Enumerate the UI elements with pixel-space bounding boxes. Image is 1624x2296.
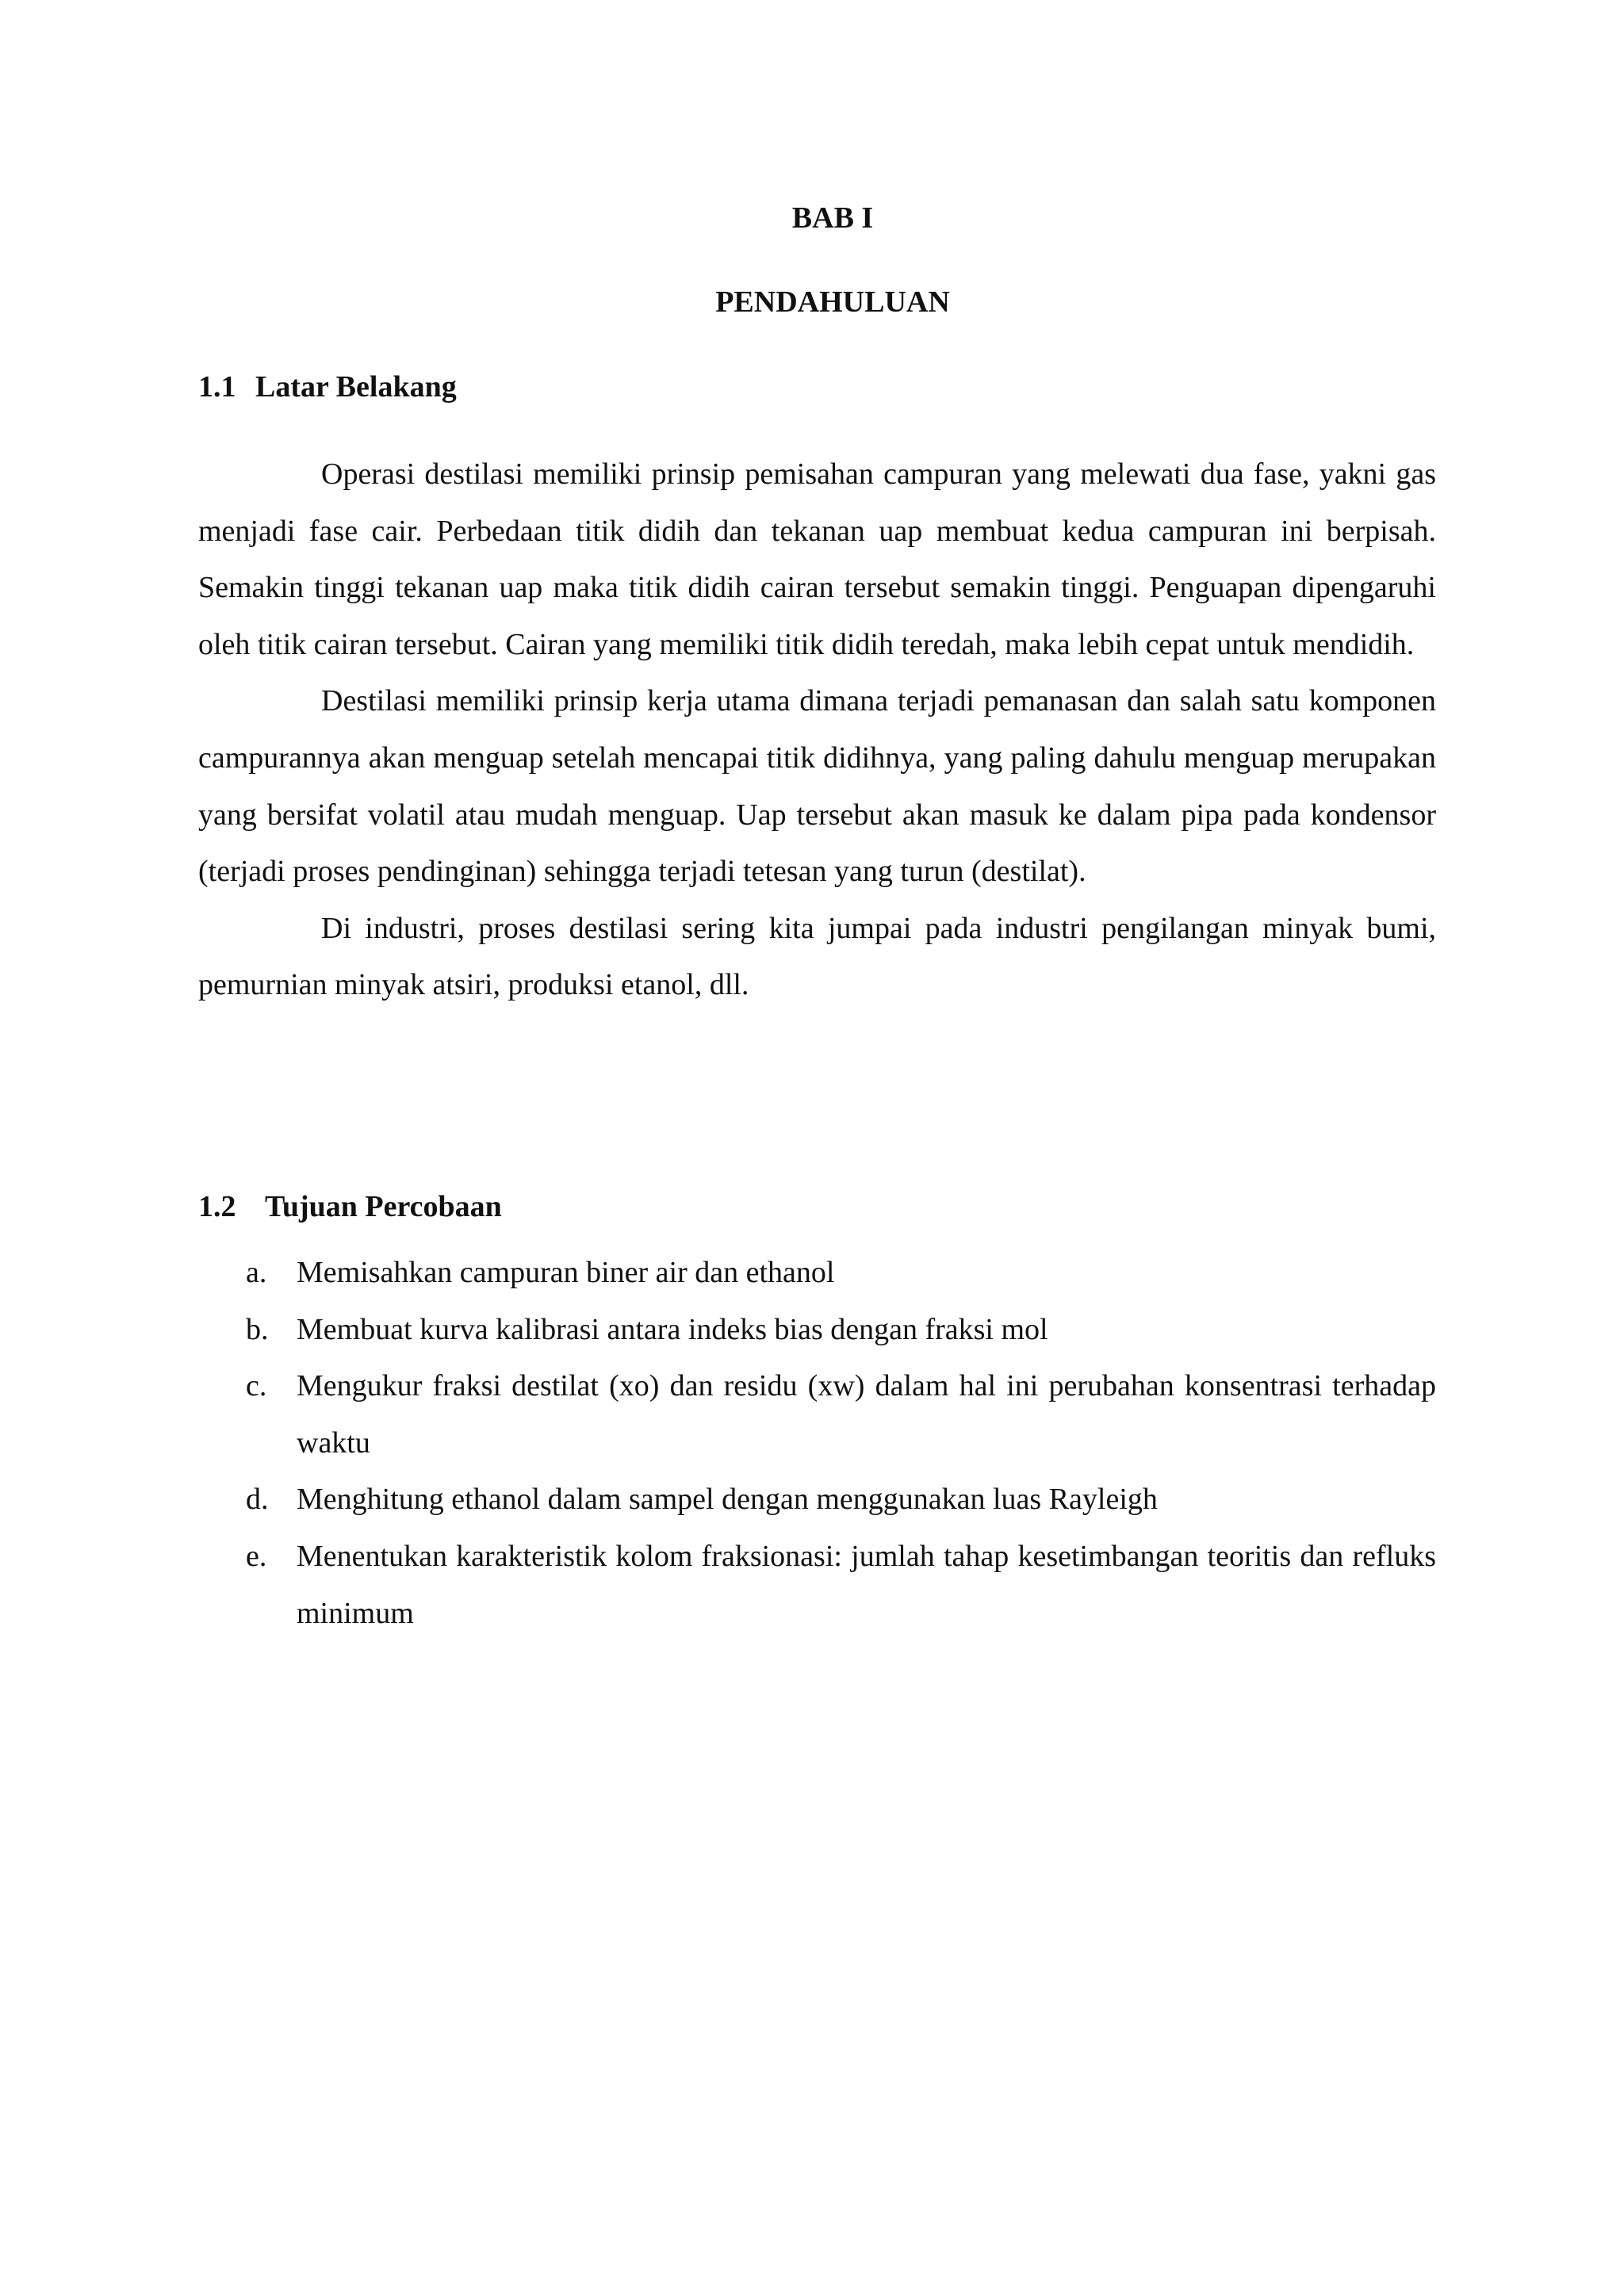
section-number: 1.1 (198, 370, 236, 404)
section-title: Latar Belakang (255, 370, 457, 404)
list-item (246, 1302, 1436, 1359)
section-body-latar-belakang (198, 446, 1436, 1014)
list-marker: c. (246, 1369, 267, 1403)
list-marker: a. (246, 1256, 267, 1289)
list-item (246, 1245, 1436, 1302)
list-item-text: Menghitung ethanol dalam sampel dengan menggunakan luas Rayleigh (297, 1483, 1158, 1517)
section-heading-tujuan-percobaan (198, 1187, 502, 1226)
paragraph: Di industri, proses destilasi sering kita jumpai pada industri pengilangan minyak bumi, pemurnian minyak atsiri, produksi etanol, dll. (198, 911, 1436, 1002)
list-item-text: Menentukan karakteristik kolom fraksionasi: jumlah tahap kesetimbangan teoritis dan refluks minimum (297, 1539, 1436, 1630)
section-title: Tujuan Percobaan (265, 1190, 502, 1223)
paragraph: Destilasi memiliki prinsip kerja utama dimana terjadi pemanasan dan salah satu komponen campurannya akan menguap setelah mencapai titik didihnya, yang paling dahulu menguap merupakan yang bersifat volatil atau mudah menguap. Uap tersebut akan masuk ke dalam pipa pada kondensor (terjadi proses pendinginan) sehingga terjadi tetesan yang turun (destilat). (198, 684, 1436, 889)
chapter-title: PENDAHULUAN (715, 285, 950, 319)
list-marker: d. (246, 1483, 269, 1517)
list-item-text: Mengukur fraksi destilat (xo) dan residu (xw) dalam hal ini perubahan konsentrasi terhadap waktu (297, 1369, 1436, 1460)
list-item (246, 1358, 1436, 1471)
list-item-text: Memisahkan campuran biner air dan ethanol (297, 1256, 835, 1289)
list-marker: b. (246, 1312, 269, 1346)
objectives-list (246, 1245, 1436, 1642)
paragraph: Operasi destilasi memiliki prinsip pemisahan campuran yang melewati dua fase, yakni gas menjadi fase cair. Perbedaan titik didih dan tekanan uap membuat kedua campuran ini berpisah. Semakin tinggi tekanan uap maka titik didih cairan tersebut semakin tinggi. Penguapan dipengaruhi oleh titik cairan tersebut. Cairan yang memiliki titik didih teredah, maka lebih cepat untuk mendidih. (198, 457, 1436, 661)
section-heading-latar-belakang (198, 367, 457, 407)
list-item-text: Membuat kurva kalibrasi antara indeks bias dengan fraksi mol (297, 1312, 1048, 1346)
list-item (246, 1529, 1436, 1642)
list-item (246, 1471, 1436, 1529)
section-number: 1.2 (198, 1190, 236, 1223)
list-marker: e. (246, 1539, 267, 1573)
chapter-number: BAB I (791, 201, 874, 235)
